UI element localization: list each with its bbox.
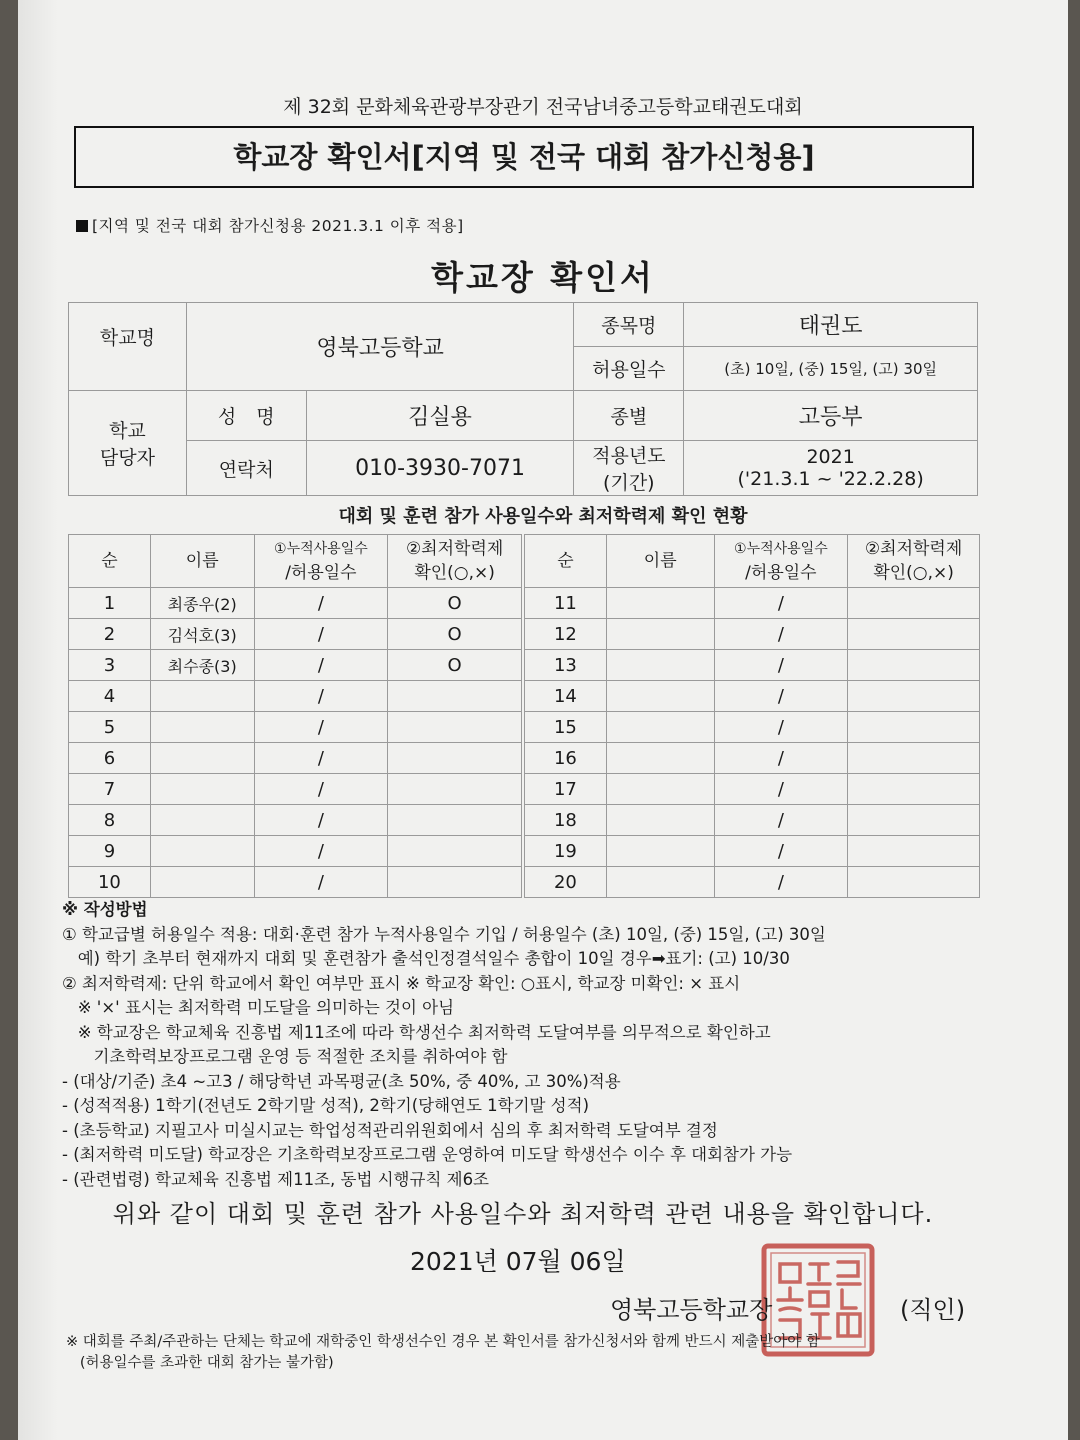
student-name [150, 805, 254, 836]
category-label: 종별 [574, 391, 684, 441]
row-number: 6 [69, 743, 151, 774]
table-row [69, 681, 522, 712]
sport-label: 종목명 [574, 303, 684, 347]
instruction-line: ② 최저학력제: 단위 학교에서 확인 여부만 표시 ※ 학교장 확인: ○표시, 학교장 미확인: × 표시 [62, 973, 741, 993]
academic-check [388, 867, 522, 898]
table-row [525, 650, 980, 681]
table-row [69, 836, 522, 867]
table-row [69, 867, 522, 898]
student-name [606, 743, 714, 774]
days-used: / [714, 650, 848, 681]
phone-value: 010-3930-7071 [306, 441, 574, 496]
days-used: / [714, 836, 848, 867]
table-row [69, 650, 522, 681]
header-no: 순 [525, 535, 607, 588]
student-name [606, 774, 714, 805]
days-used: / [254, 743, 388, 774]
header-academic-1: ②최저학력제 [405, 539, 504, 559]
document-page [18, 0, 1068, 1440]
days-used: / [254, 681, 388, 712]
academic-check [388, 774, 522, 805]
status-table-right [524, 534, 980, 898]
student-name [606, 867, 714, 898]
academic-check: O [388, 619, 522, 650]
table-row [525, 774, 980, 805]
footnote-line: ※ 대회를 주최/주관하는 단체는 학교에 재학중인 학생선수인 경우 본 확인서를 참가신청서와 함께 반드시 제출받아야 함 [66, 1334, 820, 1350]
row-number: 8 [69, 805, 151, 836]
student-name [150, 836, 254, 867]
academic-check [388, 743, 522, 774]
days-used: / [714, 619, 848, 650]
seal-label: (직인) [900, 1296, 966, 1324]
student-name: 최수종(3) [150, 650, 254, 681]
contact-group-label-1: 학교 [109, 420, 146, 442]
document-title: 학교장 확인서 [431, 258, 655, 297]
year-value [684, 441, 978, 496]
category-value: 고등부 [684, 391, 978, 441]
instruction-line: - (초등학교) 지필고사 미실시교는 학업성적관리위원회에서 심의 후 최저학력 도달여부 결정 [62, 1120, 718, 1140]
contact-group-label-2: 담당자 [99, 447, 155, 469]
table-row [69, 743, 522, 774]
phone-label: 연락처 [186, 441, 306, 496]
instructions-heading: ※ 작성방법 [62, 900, 148, 919]
days-used: / [254, 712, 388, 743]
academic-check [848, 743, 980, 774]
days-used: / [714, 712, 848, 743]
header-academic [388, 535, 522, 588]
row-number: 10 [69, 867, 151, 898]
instructions [62, 898, 1052, 1192]
row-number: 7 [69, 774, 151, 805]
footnote-line: (허용일수를 초과한 대회 참가는 불가함) [66, 1355, 334, 1371]
days-used: / [254, 619, 388, 650]
table-row [525, 681, 980, 712]
instruction-line: ※ 학교장은 학교체육 진흥법 제11조에 따라 학생선수 최저학력 도달여부를 의무적으로 확인하고 [62, 1022, 771, 1042]
academic-check: O [388, 588, 522, 619]
status-table-right-body [525, 588, 980, 898]
status-table-left [68, 534, 522, 898]
days-used: / [714, 743, 848, 774]
row-number: 18 [525, 805, 607, 836]
row-number: 13 [525, 650, 607, 681]
school-value: 영북고등학교 [186, 303, 574, 391]
year-value-2: ('21.3.1 ~ '22.2.28) [737, 468, 924, 490]
contact-group-label [69, 391, 187, 496]
instruction-line: ※ '×' 표시는 최저학력 미도달을 의미하는 것이 아님 [62, 998, 455, 1017]
header-no: 순 [69, 535, 151, 588]
allowed-days-value: (초) 10일, (중) 15일, (고) 30일 [684, 347, 978, 391]
academic-check [388, 681, 522, 712]
academic-check: O [388, 650, 522, 681]
applies-note-text: [지역 및 전국 대회 참가신청용 2021.3.1 이후 적용] [92, 217, 464, 235]
academic-check [388, 836, 522, 867]
row-number: 5 [69, 712, 151, 743]
days-used: / [714, 588, 848, 619]
days-used: / [254, 805, 388, 836]
table-row [69, 774, 522, 805]
student-name [606, 619, 714, 650]
student-name [150, 867, 254, 898]
status-caption: 대회 및 훈련 참가 사용일수와 최저학력제 확인 현황 [338, 506, 748, 527]
header-academic [848, 535, 980, 588]
row-number: 15 [525, 712, 607, 743]
days-used: / [254, 836, 388, 867]
info-table [68, 302, 978, 496]
student-name [606, 712, 714, 743]
instruction-line: 기초학력보장프로그램 운영 등 적절한 조치를 취하여야 함 [62, 1047, 508, 1066]
student-name [606, 650, 714, 681]
instruction-line: - (대상/기준) 초4 ~고3 / 해당학년 과목평균(초 50%, 중 40%, 고 30%)적용 [62, 1071, 621, 1091]
instruction-line: ① 학교급별 허용일수 적용: 대회·훈련 참가 누적사용일수 기입 / 허용일수 (초) 10일, (중) 15일, (고) 30일 [62, 924, 826, 944]
table-row [525, 867, 980, 898]
student-name [606, 681, 714, 712]
table-row [69, 619, 522, 650]
applies-note [76, 214, 464, 236]
year-label-1: 적용년도 [592, 445, 666, 467]
year-value-1: 2021 [806, 446, 855, 468]
table-row [69, 712, 522, 743]
instruction-line: 예) 학기 초부터 현재까지 대회 및 훈련참가 출석인정결석일수 총합이 10일 경우➡표기: (고) 10/30 [62, 949, 790, 968]
days-used: / [254, 588, 388, 619]
footnote [66, 1332, 1056, 1374]
header-academic-1: ②최저학력제 [864, 539, 963, 559]
days-used: / [254, 650, 388, 681]
header-days-1: ①누적사용일수 [734, 541, 828, 557]
row-number: 14 [525, 681, 607, 712]
header-academic-2: 확인(○,×) [873, 563, 954, 583]
row-number: 12 [525, 619, 607, 650]
academic-check [848, 681, 980, 712]
student-name [606, 836, 714, 867]
academic-check [848, 805, 980, 836]
student-name: 김석호(3) [150, 619, 254, 650]
academic-check [848, 650, 980, 681]
days-used: / [714, 867, 848, 898]
student-name [150, 774, 254, 805]
row-number: 19 [525, 836, 607, 867]
days-used: / [254, 867, 388, 898]
header-days-1: ①누적사용일수 [274, 541, 368, 557]
academic-check [848, 712, 980, 743]
days-used: / [714, 805, 848, 836]
table-row [525, 836, 980, 867]
header-days [714, 535, 848, 588]
table-row [525, 619, 980, 650]
status-table-left-body [69, 588, 522, 898]
name-label: 성 명 [186, 391, 306, 441]
row-number: 17 [525, 774, 607, 805]
row-number: 4 [69, 681, 151, 712]
instruction-line: - (최저학력 미도달) 학교장은 기초학력보장프로그램 운영하여 미도달 학생선수 이수 후 대회참가 가능 [62, 1145, 793, 1164]
header-academic-2: 확인(○,×) [414, 563, 495, 583]
student-name [150, 712, 254, 743]
academic-check [388, 805, 522, 836]
days-used: / [714, 774, 848, 805]
student-name [606, 588, 714, 619]
row-number: 20 [525, 867, 607, 898]
row-number: 9 [69, 836, 151, 867]
header-name: 이름 [606, 535, 714, 588]
student-name [150, 743, 254, 774]
row-number: 1 [69, 588, 151, 619]
academic-check [848, 588, 980, 619]
days-used: / [254, 774, 388, 805]
row-number: 2 [69, 619, 151, 650]
header-days-2: /허용일수 [745, 563, 817, 583]
header-days [254, 535, 388, 588]
academic-check [848, 867, 980, 898]
year-label-2: (기간) [603, 472, 655, 494]
name-value: 김실용 [306, 391, 574, 441]
table-row [525, 712, 980, 743]
year-label [574, 441, 684, 496]
table-row [525, 743, 980, 774]
table-row [525, 588, 980, 619]
row-number: 3 [69, 650, 151, 681]
student-name [606, 805, 714, 836]
square-bullet-icon [76, 220, 88, 232]
academic-check [848, 619, 980, 650]
table-row [69, 588, 522, 619]
event-title: 제 32회 문화체육관광부장관기 전국남녀중고등학교태권도대회 [283, 96, 803, 118]
table-row [525, 805, 980, 836]
table-row [69, 805, 522, 836]
header-days-2: /허용일수 [285, 563, 357, 583]
student-name [150, 681, 254, 712]
sport-value: 태권도 [684, 303, 978, 347]
allowed-days-label: 허용일수 [574, 347, 684, 391]
school-label: 학교명 [69, 303, 187, 391]
box-title: 학교장 확인서[지역 및 전국 대회 참가신청용] [74, 126, 974, 188]
academic-check [388, 712, 522, 743]
confirmation-statement: 위와 같이 대회 및 훈련 참가 사용일수와 최저학력 관련 내용을 확인합니다. [112, 1200, 934, 1228]
days-used: / [714, 681, 848, 712]
row-number: 11 [525, 588, 607, 619]
instruction-line: - (관련법령) 학교체육 진흥법 제11조, 동법 시행규칙 제6조 [62, 1169, 489, 1189]
row-number: 16 [525, 743, 607, 774]
academic-check [848, 836, 980, 867]
signer-name: 영북고등학교장 [610, 1296, 773, 1324]
student-name: 최종우(2) [150, 588, 254, 619]
academic-check [848, 774, 980, 805]
header-name: 이름 [150, 535, 254, 588]
instruction-line: - (성적적용) 1학기(전년도 2학기말 성적), 2학기(당해연도 1학기말 성적) [62, 1096, 590, 1115]
issue-date: 2021년 07월 06일 [410, 1247, 626, 1276]
